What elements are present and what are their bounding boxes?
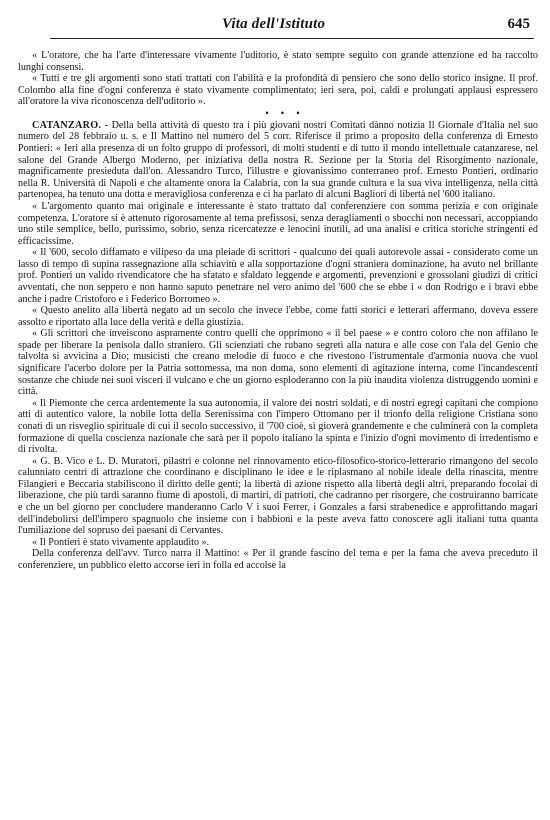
paragraph-6: « Questo anelito alla libertà negato ad un secolo che invece l'ebbe, come fatti storici e letterari affermano, doveva essere assolto e riportato alla luce della verità e della giustizia. <box>18 305 538 328</box>
paragraph-5: « Il '600, secolo diffamato e vilipeso da una pleiade di scrittori - qualcuno dei quali autorevole assai - considerato come un lasso di tempo di supina rassegnazione alla schiavitù e alla sopportazione d'ogni straniera dominazione, ha avuto nel brillante prof. Pontieri un valido rivendicatore che ha sfatato e sfaldato leggende e argomenti, prevenzioni e grossolani giudizi di critici avventati, che non seppero e non hanno saputo penetrare nel vero animo del '600 che se ebbe i « don Rodrigo e i bravi ebbe anche i padre Cristoforo e i Federico Borromeo ». <box>18 247 538 305</box>
paragraph-11: Della conferenza dell'avv. Turco narra il Mattino: « Per il grande fascino del tema e per la fama che aveva preceduto il conferenziere, un pubblico eletto accorse ieri in folla ed accolse la <box>18 548 538 571</box>
section-separator: • • • <box>265 107 305 118</box>
paragraph-8: « Il Piemonte che cerca ardentemente la sua autonomia, il valore dei nostri soldati, e di nostri egregi capitani che compiono atti di autentico valore, la nobile lotta della Serenissima con l'impero Ottomano per il trionfo della religione Cristiana sono conati di un risveglio spirituale di cui il secolo successivo, il '700 cioè, si gioverà grandemente e che culminerà con la completa formazione di quella coscienza nazionale che sarà per il popolo italiano la spinta e l'inizio d'ogni movimento di irredentismo e di rivolta. <box>18 397 538 456</box>
running-title: Vita dell'Istituto <box>222 16 326 32</box>
paragraph-catanzaro <box>18 120 538 201</box>
running-header <box>50 14 534 39</box>
paragraph-9: « G. B. Vico e L. D. Muratori, pilastri e colonne nel rinnovamento etico-filosofico-storico-letterario rimangono del secolo calunniato centri di attrazione che coordinano e disciplinano le idee e le riplasmano al nobile ideale della rinascita, mentre Filangieri e Beccaria stabiliscono il diritto delle genti; la libertà di azione rispetto alla libertà degli altri, preparando focolai di liberazione, che più tardi saranno fiume di apostoli, di martiri, di patrioti, che cadranno per risorgere, che costruiranno barricate e che un bel giorno per concludere manderanno Carlo V i suoi Ferrer, i Gonzales a farsi strabenedice e approfittando magari dell'indebolirsi dell'impero spagnuolo che insieme con i babbioni e la peste aveva fatto conoscere agli italiani tutta quanta l'umiliazione del sopruso dei paesani di Cervantes. <box>18 455 538 537</box>
paragraph-4: « L'argomento quanto mai originale e interessante è stato trattato dal conferenziere con somma perizia e con originale competenza. L'oratore si è attenuto rigorosamente al tema prefissosi, senza deragliamenti o sbocchi non necessari, accoppiando uno stile semplice, bello, purissimo, sobrio, senza ricercatezze e lenocini inutili, ad una analisi e critica storiche stringenti ed efficacissime. <box>18 200 538 247</box>
paragraph-7: « Gli scrittori che inveiscono aspramente contro quelli che opprimono « il bel paese » e contro coloro che non affilano le spade per liberare la penisola dallo straniero. Gli scienziati che rubano segreti alla natura e alle cose con l'ala del Genio che talvolta si avvicina a Dio; musicisti che creano melodie di fuoco e che rivestono l'istrumentale d'armonia nuova che vuol significare l'acerbo dolore per la Patria sottomessa, ma non doma, sono elementi di agitazione interna, come l'incandescenti sostanze che chiude nei suoi visceri il vulcano e che un giorno esploderanno con la più inaudita violenza distruggendo uomini e città. <box>18 328 538 398</box>
page-number: 645 <box>507 16 530 32</box>
paragraph-2: « Tutti e tre gli argomenti sono stati trattati con l'abilità e la profondità di pensiero che sono dello storico insigne. Il prof. Colombo alla fine d'ogni conferenza è stato vivamente complimentato; ieri sera, poi, caldi e prolungati applausi espressero all'oratore la viva riconoscenza dell'uditorio ». <box>18 73 538 108</box>
paragraph-10: « Il Pontieri è stato vivamente applaudito ». <box>32 536 210 548</box>
section-lead-catanzaro: CATANZARO. <box>32 119 102 131</box>
page-body <box>18 50 538 571</box>
paragraph-1: « L'oratore, che ha l'arte d'interessare vivamente l'uditorio, è stato sempre seguito con grande attenzione ed ha raccolto lunghi consensi. <box>18 50 538 73</box>
paragraph-catanzaro-text: - Della bella attività di questo tra i più giovani nostri Comitati dànno notizia Il Giornale d'Italia nel suo numero del 28 febbraio u. s. e Il Mattino nel numero del 5 corr. Riferisce il primo a proposito della conferenza di Ernesto Pontieri: « Ieri alla presenza di un folto gruppo di professori, di molti studenti e di tutto il mondo intellettuale catanzarese, nel salone del Grande Albergo Moderno, per iniziativa della nostra R. Sezione per la Storia del Risorgimento nazionale, magnificamente presieduta dall'on. Alessandro Turco, l'illustre e giovanissimo conterraneo prof. Ernesto Pontieri, ordinario nella R. Università di Napoli e che altamente onora la Calabria, con la sua grande cultura e la sua viva intelligenza, nella città partenopea, ha tenuto una dotta e meravigliosa conferenza e ci ha parlato di alcuni Bagliori di libertà nel '600 italiano. <box>18 119 538 201</box>
